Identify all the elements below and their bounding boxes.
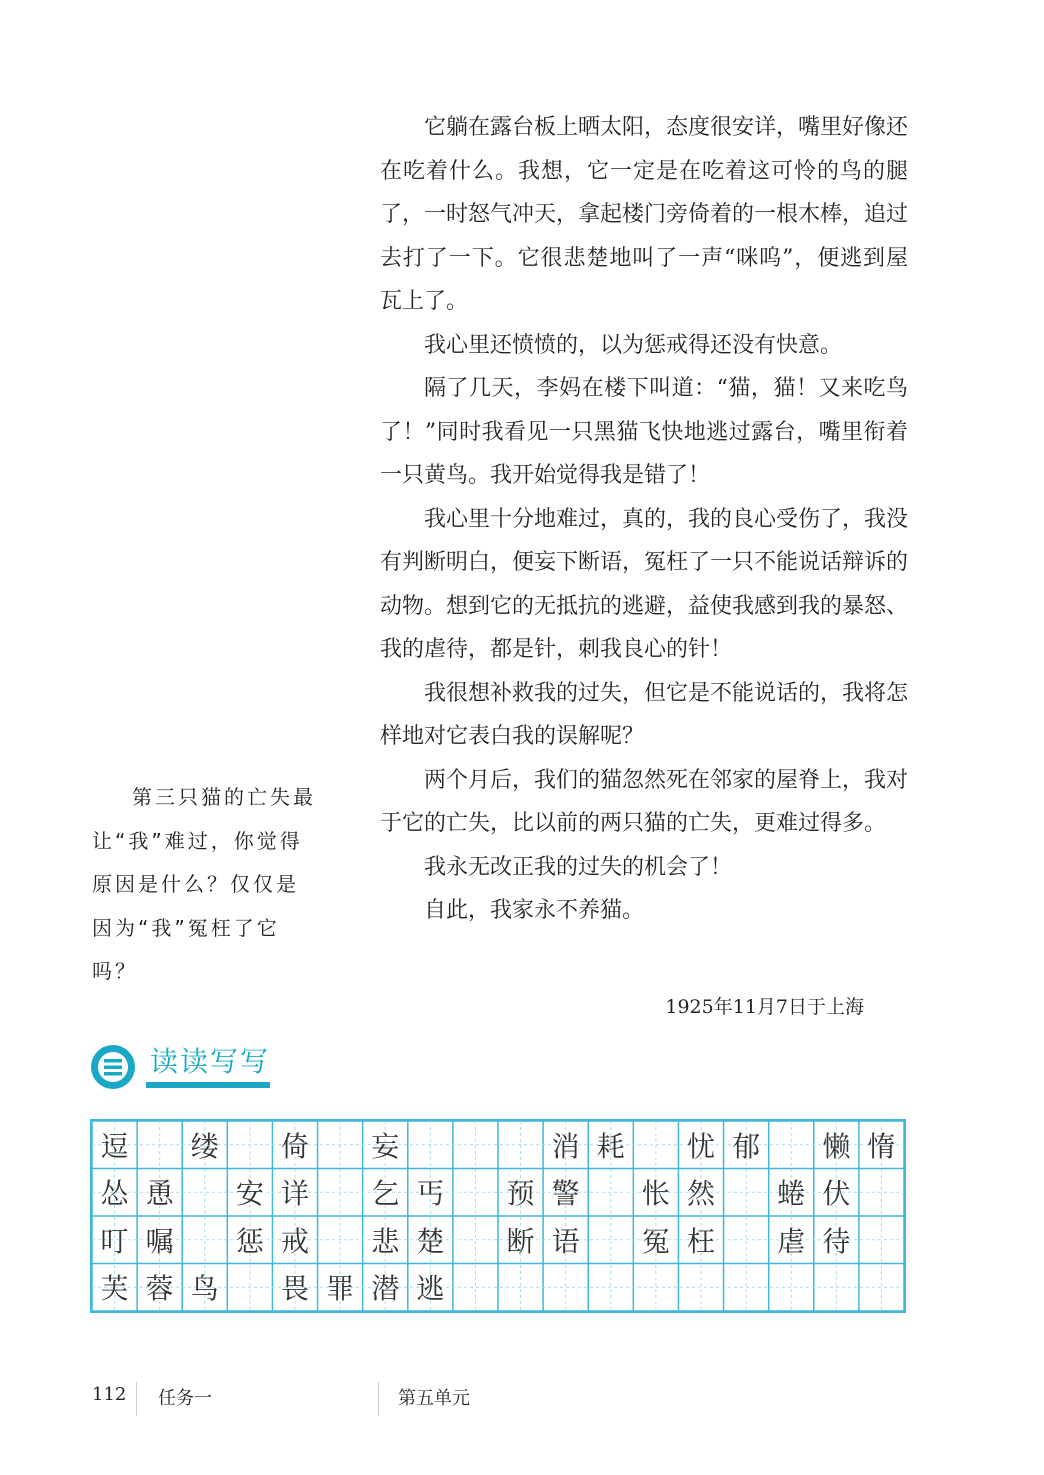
list-icon bbox=[90, 1044, 136, 1090]
grid-character: 惩 bbox=[235, 1224, 264, 1258]
grid-character: 语 bbox=[551, 1224, 580, 1258]
grid-character: 倚 bbox=[280, 1129, 309, 1163]
footer-unit: 第五单元 bbox=[398, 1388, 470, 1409]
grid-character: 畏 bbox=[280, 1272, 309, 1306]
paragraph: 两个月后，我们的猫忽然死在邻家的屋脊上，我对于它的亡失，比以前的两只猫的亡失，更难过得多。 bbox=[380, 767, 909, 836]
grid-character: 戒 bbox=[280, 1224, 309, 1258]
side-note: 第三只猫的亡失最让“我”难过，你觉得原因是什么？仅仅是因为“我”冤枉了它吗？ bbox=[92, 785, 316, 983]
grid-character: 悲 bbox=[371, 1224, 400, 1258]
grid-character: 待 bbox=[822, 1224, 851, 1258]
grid-character: 鸟 bbox=[190, 1272, 219, 1306]
grid-character: 断 bbox=[506, 1224, 535, 1258]
grid-character: 楚 bbox=[416, 1224, 445, 1258]
paragraph: 我永无改正我的过失的机会了！ bbox=[424, 854, 733, 880]
grid-character: 伏 bbox=[822, 1177, 851, 1211]
grid-character: 预 bbox=[506, 1177, 535, 1211]
grid-character: 惰 bbox=[867, 1129, 896, 1163]
grid-character: 逃 bbox=[416, 1272, 445, 1306]
paragraph: 我心里还愤愤的，以为惩戒得还没有快意。 bbox=[424, 332, 843, 358]
grid-character: 警 bbox=[551, 1177, 580, 1211]
dateline: 1925年11月7日于上海 bbox=[665, 996, 864, 1018]
footer-divider bbox=[136, 1382, 137, 1416]
grid-character: 嘱 bbox=[145, 1224, 174, 1258]
paragraph: 我很想补救我的过失，但它是不能说话的，我将怎样地对它表白我的误解呢？ bbox=[380, 680, 909, 749]
grid-character: 乞 bbox=[371, 1177, 400, 1211]
grid-character: 怂 bbox=[100, 1177, 129, 1211]
paragraph: 它躺在露台板上晒太阳，态度很安详，嘴里好像还在吃着什么。我想，它一定是在吃着这可怜的鸟的腿了，一时怒气冲天，拿起楼门旁倚着的一根木棒，追过去打了一下。它很悲楚地叫了一声“咪呜”，便逃到屋瓦上了。 bbox=[380, 115, 909, 314]
grid-character: 罪 bbox=[326, 1272, 355, 1306]
character-grid bbox=[90, 1119, 906, 1313]
grid-character: 安 bbox=[235, 1177, 264, 1211]
section-title: 读读写写 bbox=[150, 1045, 271, 1078]
grid-character: 冤 bbox=[641, 1224, 670, 1258]
section-underline bbox=[146, 1082, 270, 1088]
grid-character: 怅 bbox=[641, 1177, 670, 1211]
grid-character: 然 bbox=[686, 1177, 715, 1211]
footer-divider bbox=[378, 1382, 379, 1416]
grid-character: 蜷 bbox=[777, 1177, 806, 1211]
main-text bbox=[380, 106, 908, 933]
grid-character: 叮 bbox=[100, 1224, 129, 1258]
grid-character: 懒 bbox=[822, 1129, 851, 1163]
grid-character: 妄 bbox=[371, 1129, 400, 1163]
page-number: 112 bbox=[92, 1384, 127, 1405]
grid-character: 枉 bbox=[686, 1224, 715, 1258]
paragraph: 自此，我家永不养猫。 bbox=[424, 898, 645, 923]
grid-character: 郁 bbox=[732, 1129, 761, 1163]
grid-character: 详 bbox=[280, 1177, 309, 1211]
paragraph: 隔了几天，李妈在楼下叫道：“猫，猫！又来吃鸟了！”同时我看见一只黑猫飞快地逃过露台，嘴里衔着一只黄鸟。我开始觉得我是错了！ bbox=[380, 376, 908, 488]
grid-character: 消 bbox=[551, 1129, 580, 1163]
grid-character: 逗 bbox=[100, 1129, 129, 1163]
grid-character: 耗 bbox=[596, 1129, 625, 1163]
grid-character: 恿 bbox=[145, 1177, 174, 1211]
paragraph: 我心里十分地难过，真的，我的良心受伤了，我没有判断明白，便妄下断语，冤枉了一只不能说话辩诉的动物。想到它的无抵抗的逃避，益使我感到我的暴怒、我的虐待，都是针，刺我良心的针！ bbox=[380, 506, 909, 662]
grid-character: 虐 bbox=[777, 1224, 806, 1258]
grid-character: 丐 bbox=[416, 1177, 445, 1211]
footer-task: 任务一 bbox=[158, 1388, 212, 1409]
grid-character: 潜 bbox=[371, 1272, 400, 1306]
grid-character: 蓉 bbox=[145, 1272, 174, 1306]
grid-character: 缕 bbox=[190, 1129, 219, 1163]
grid-character: 芙 bbox=[100, 1272, 129, 1306]
grid-character: 忧 bbox=[686, 1129, 715, 1163]
